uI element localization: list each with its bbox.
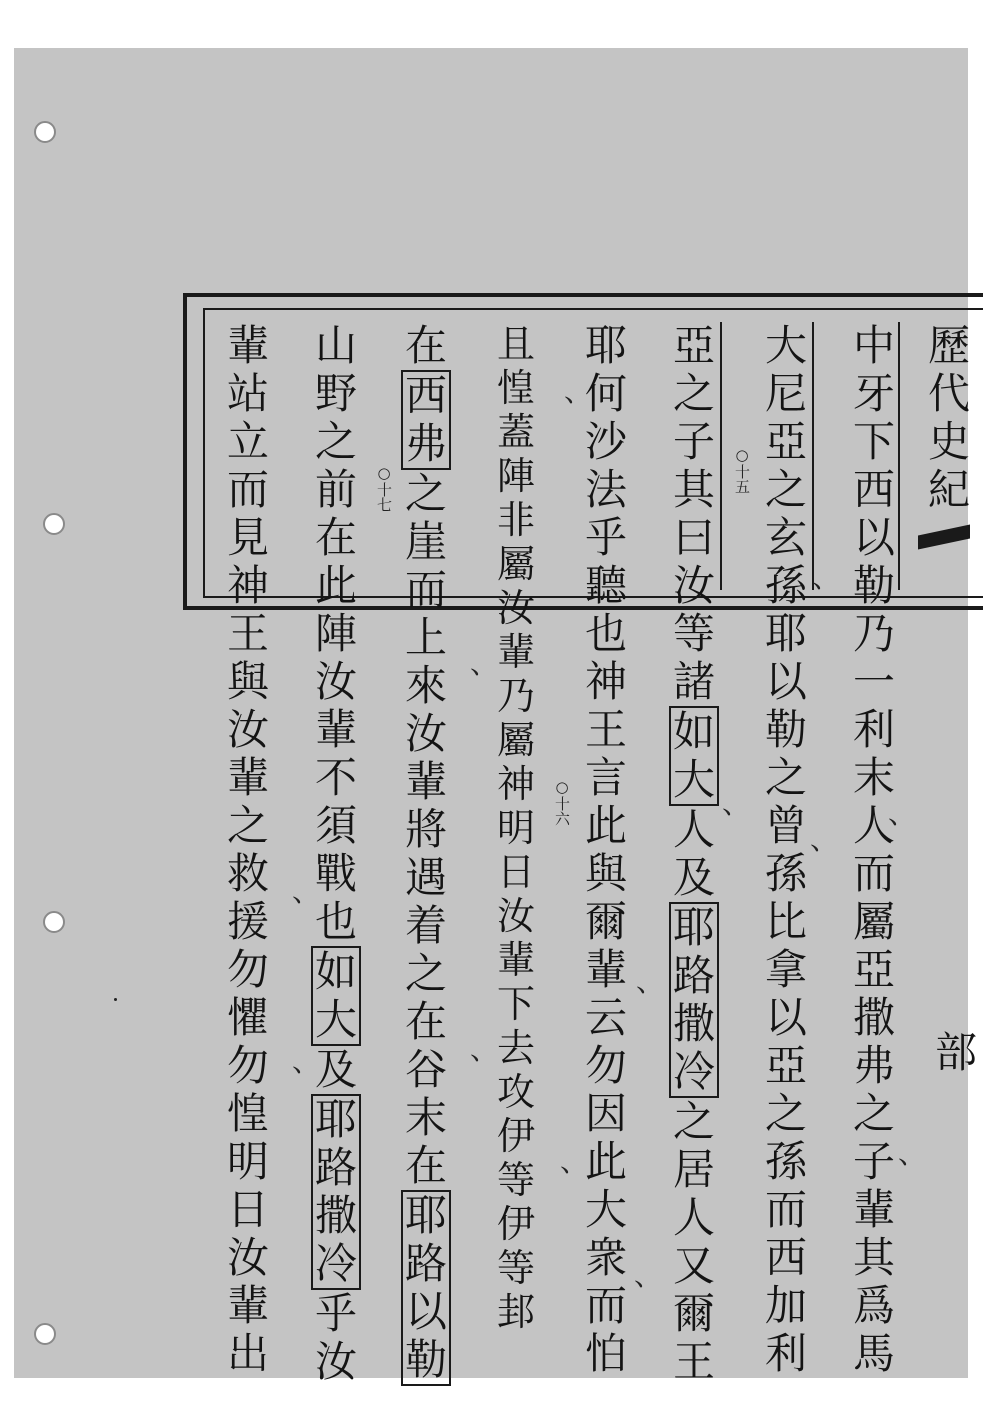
text-char: 又 [672, 1241, 715, 1290]
text-char: 邽 [496, 1290, 535, 1334]
text-char: 不 [314, 753, 357, 802]
text-char: 在 [404, 997, 447, 1046]
text-char: 之 [672, 369, 715, 418]
text-char: 比 [764, 897, 807, 946]
text-char: 在 [314, 513, 357, 562]
text-char: 而 [852, 849, 895, 898]
text-char: 勿 [584, 1041, 627, 1090]
text-char: 輩 [496, 938, 535, 982]
text-char: 爾 [584, 897, 627, 946]
text-char: 其 [672, 465, 715, 514]
text-char: 大 [314, 995, 357, 1044]
text-char: 之 [852, 1089, 895, 1138]
text-char: 而 [404, 565, 447, 614]
text-char: 日 [226, 1185, 269, 1234]
text-char: 神 [584, 657, 627, 706]
text-char: 此 [314, 561, 357, 610]
text-char: 汝 [404, 709, 447, 758]
text-char: 路 [314, 1143, 357, 1192]
text-column [310, 322, 362, 1386]
text-char: 伊 [496, 1114, 535, 1158]
text-char: 其 [852, 1233, 895, 1282]
text-char: 將 [404, 805, 447, 854]
text-char: 西 [404, 371, 447, 420]
text-char: 大 [764, 321, 807, 370]
text-char: 曰 [672, 513, 715, 562]
text-char: 乎 [314, 1289, 357, 1338]
text-char: 日 [496, 850, 535, 894]
text-char: 撒 [672, 999, 715, 1048]
text-char: 聽 [584, 561, 627, 610]
text-char: 末 [404, 1093, 447, 1142]
text-column [848, 322, 900, 1378]
text-char: 之 [764, 1089, 807, 1138]
text-char: 怕 [584, 1329, 627, 1378]
punctuation-mark: 、 [470, 647, 499, 680]
punch-hole [34, 1323, 56, 1345]
text-char: 亞 [764, 417, 807, 466]
text-char: 而 [226, 465, 269, 514]
text-char: 玄 [764, 513, 807, 562]
text-char: 馬 [852, 1329, 895, 1378]
text-char: 惶 [226, 1089, 269, 1138]
text-char: 也 [584, 609, 627, 658]
punctuation-mark: 、 [812, 561, 841, 594]
edge-text: 部 [935, 1028, 978, 1077]
text-char: 之 [314, 417, 357, 466]
header-char: 代 [927, 369, 970, 418]
punch-hole [43, 513, 65, 535]
text-char: 在 [404, 1141, 447, 1190]
text-char: 勒 [852, 561, 895, 610]
text-char: 惶 [496, 366, 535, 410]
text-column [760, 322, 812, 1378]
text-char: 西 [852, 465, 895, 514]
text-char: 明 [226, 1137, 269, 1186]
text-char: 陣 [314, 609, 357, 658]
text-char: 此 [584, 1137, 627, 1186]
text-char: 王 [584, 705, 627, 754]
text-char: 路 [404, 1239, 447, 1288]
text-char: 曾 [764, 801, 807, 850]
text-char: 明 [496, 806, 535, 850]
text-char: 大 [584, 1185, 627, 1234]
text-char: 須 [314, 801, 357, 850]
speck [114, 998, 117, 1001]
text-char: 等 [672, 609, 715, 658]
text-char: 因 [584, 1089, 627, 1138]
text-char: 崖 [404, 517, 447, 566]
text-char: 亞 [672, 321, 715, 370]
text-char: 爾 [672, 1289, 715, 1338]
text-char: 以 [404, 1287, 447, 1336]
text-char: 與 [584, 849, 627, 898]
text-char: 輩 [314, 705, 357, 754]
text-char: 屬 [852, 897, 895, 946]
text-char: 耶 [314, 1095, 357, 1144]
text-char: 勒 [764, 705, 807, 754]
text-char: 站 [226, 369, 269, 418]
text-char: 神 [226, 561, 269, 610]
text-char: 大 [672, 755, 715, 804]
text-char: 沙 [584, 417, 627, 466]
text-char: 如 [314, 947, 357, 996]
text-char: 勿 [226, 1041, 269, 1090]
text-char: 拿 [764, 945, 807, 994]
text-column [668, 322, 720, 1386]
text-char: 見 [226, 513, 269, 562]
annotation-note: ○十五 [733, 446, 751, 494]
text-char: 陣 [496, 454, 535, 498]
text-char: 以 [852, 513, 895, 562]
annotation-note: ○十七 [375, 464, 393, 512]
text-char: 衆 [584, 1233, 627, 1282]
text-char: 加 [764, 1281, 807, 1330]
text-char: 尼 [764, 369, 807, 418]
punctuation-mark: 、 [634, 1259, 663, 1292]
proper-noun-box [669, 706, 719, 806]
proper-noun-box [669, 902, 719, 1098]
text-char: 輩 [404, 757, 447, 806]
text-char: 何 [584, 369, 627, 418]
proper-noun-box [401, 370, 451, 470]
text-char: 撒 [852, 993, 895, 1042]
text-char: 着 [404, 901, 447, 950]
text-char: 人 [672, 805, 715, 854]
text-char: 來 [404, 661, 447, 710]
punctuation-mark: 、 [292, 875, 321, 908]
text-char: 輩 [226, 1281, 269, 1330]
text-column [490, 322, 542, 1334]
text-char: 居 [672, 1145, 715, 1194]
text-char: 亞 [764, 1041, 807, 1090]
text-char: 且 [496, 322, 535, 366]
text-char: 攻 [496, 1070, 535, 1114]
text-char: 爲 [852, 1281, 895, 1330]
text-char: 利 [764, 1329, 807, 1378]
punctuation-mark: 、 [560, 1145, 589, 1178]
text-char: 耶 [764, 609, 807, 658]
text-column [222, 322, 274, 1378]
text-char: 汝 [226, 705, 269, 754]
text-char: 汝 [496, 894, 535, 938]
text-char: 上 [404, 613, 447, 662]
text-char: 前 [314, 465, 357, 514]
text-char: 一 [852, 657, 895, 706]
text-char: 西 [764, 1233, 807, 1282]
text-char: 人 [852, 801, 895, 850]
text-column [580, 322, 632, 1378]
text-char: 屬 [496, 718, 535, 762]
text-char: 而 [764, 1185, 807, 1234]
text-char: 輩 [852, 1185, 895, 1234]
text-char: 出 [226, 1329, 269, 1378]
running-header [924, 322, 974, 514]
text-char: 之 [764, 465, 807, 514]
text-char: 及 [672, 853, 715, 902]
text-char: 而 [584, 1281, 627, 1330]
text-char: 路 [672, 951, 715, 1000]
text-char: 孫 [764, 849, 807, 898]
column-rule [720, 322, 722, 590]
text-char: 下 [496, 982, 535, 1026]
text-char: 遇 [404, 853, 447, 902]
proper-noun-box [311, 1094, 361, 1290]
punctuation-mark: 、 [470, 1033, 499, 1066]
text-char: 輩 [584, 945, 627, 994]
text-char: 汝 [226, 1233, 269, 1282]
text-char: 也 [314, 897, 357, 946]
text-char: 援 [226, 897, 269, 946]
text-char: 等 [496, 1158, 535, 1202]
text-char: 汝 [314, 657, 357, 706]
annotation-note: ○十六 [553, 778, 571, 826]
text-char: 非 [496, 498, 535, 542]
text-char: 乃 [852, 609, 895, 658]
text-char: 云 [584, 993, 627, 1042]
text-char: 輩 [226, 753, 269, 802]
text-char: 下 [852, 417, 895, 466]
text-char: 亞 [852, 945, 895, 994]
text-char: 末 [852, 753, 895, 802]
text-char: 乎 [584, 513, 627, 562]
text-char: 伊 [496, 1202, 535, 1246]
text-char: 冷 [314, 1239, 357, 1288]
proper-noun-box [401, 1190, 451, 1386]
header-char: 紀 [927, 465, 970, 514]
text-char: 與 [226, 657, 269, 706]
text-char: 耶 [584, 321, 627, 370]
text-char: 汝 [496, 586, 535, 630]
text-char: 戰 [314, 849, 357, 898]
text-char: 孫 [764, 561, 807, 610]
text-char: 孫 [764, 1137, 807, 1186]
text-char: 之 [764, 753, 807, 802]
text-char: 汝 [314, 1337, 357, 1386]
punch-hole [43, 911, 65, 933]
header-char: 史 [927, 417, 970, 466]
text-char: 神 [496, 762, 535, 806]
proper-noun-box [311, 946, 361, 1046]
text-char: 乃 [496, 674, 535, 718]
text-char: 法 [584, 465, 627, 514]
text-char: 勿 [226, 945, 269, 994]
text-char: 之 [404, 949, 447, 998]
text-char: 野 [314, 369, 357, 418]
text-char: 等 [496, 1246, 535, 1290]
text-char: 諸 [672, 657, 715, 706]
punctuation-mark: 、 [810, 823, 839, 856]
punctuation-mark: 、 [888, 797, 917, 830]
text-char: 之 [672, 1097, 715, 1146]
text-char: 王 [226, 609, 269, 658]
text-char: 王 [672, 1337, 715, 1386]
text-char: 懼 [226, 993, 269, 1042]
header-char: 歷 [927, 321, 970, 370]
text-char: 之 [404, 469, 447, 518]
text-char: 山 [314, 321, 357, 370]
column-rule [812, 322, 814, 590]
text-char: 屬 [496, 542, 535, 586]
punctuation-mark: 、 [636, 965, 665, 998]
text-char: 汝 [672, 561, 715, 610]
text-char: 輩 [226, 321, 269, 370]
punctuation-mark: 、 [898, 1137, 927, 1170]
text-char: 以 [764, 993, 807, 1042]
punctuation-mark: 、 [292, 1045, 321, 1078]
text-char: 言 [584, 753, 627, 802]
text-char: 牙 [852, 369, 895, 418]
text-char: 耶 [404, 1191, 447, 1240]
text-char: 以 [764, 657, 807, 706]
text-char: 利 [852, 705, 895, 754]
text-char: 人 [672, 1193, 715, 1242]
text-char: 之 [226, 801, 269, 850]
text-char: 立 [226, 417, 269, 466]
text-char: 子 [852, 1137, 895, 1186]
text-char: 撒 [314, 1191, 357, 1240]
text-char: 在 [404, 321, 447, 370]
punctuation-mark: 、 [564, 375, 593, 408]
text-char: 勒 [404, 1335, 447, 1384]
text-char: 中 [852, 321, 895, 370]
text-char: 如 [672, 707, 715, 756]
punch-hole [34, 121, 56, 143]
text-column [400, 322, 452, 1386]
text-char: 弗 [852, 1041, 895, 1090]
text-char: 谷 [404, 1045, 447, 1094]
text-char: 輩 [496, 630, 535, 674]
text-char: 耶 [672, 903, 715, 952]
text-char: 救 [226, 849, 269, 898]
text-char: 弗 [404, 419, 447, 468]
text-char: 冷 [672, 1047, 715, 1096]
text-char: 去 [496, 1026, 535, 1070]
text-char: 子 [672, 417, 715, 466]
text-char: 及 [314, 1045, 357, 1094]
text-char: 此 [584, 801, 627, 850]
punctuation-mark: 、 [722, 787, 751, 820]
text-char: 蓋 [496, 410, 535, 454]
